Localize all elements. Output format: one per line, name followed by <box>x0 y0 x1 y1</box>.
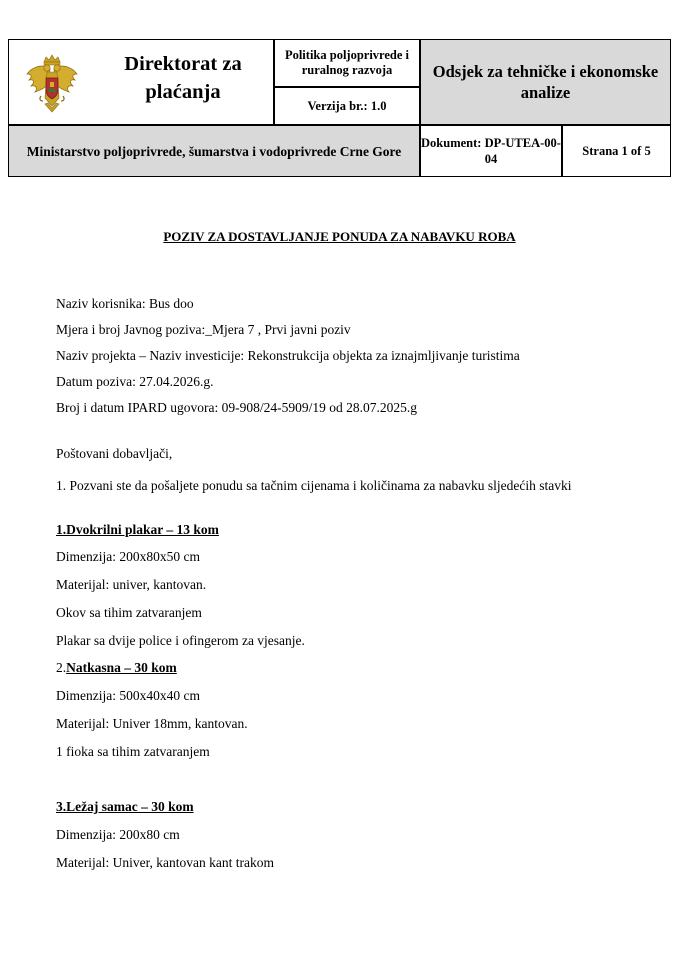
page-number-cell: Strana 1 of 5 <box>562 125 671 177</box>
item-heading: 3.Ležaj samac – 30 kom <box>56 799 194 814</box>
call-date: Datum poziva: 27.04.2026.g. <box>56 374 214 389</box>
item-line: 1 fioka sa tihim zatvaranjem <box>56 744 210 759</box>
item-line: Plakar sa dvije police i ofingerom za vjesanje. <box>56 633 305 648</box>
intro-paragraph: 1. Pozvani ste da pošaljete ponudu sa tačnim cijenama i količinama za nabavku sljedećih stavki <box>56 478 572 493</box>
item-heading <box>56 660 177 676</box>
item-line: Dimenzija: 200x80 cm <box>56 827 180 842</box>
measure-call: Mjera i broj Javnog poziva:_Mjera 7 , Prvi javni poziv <box>56 322 351 337</box>
org-title: Direktorat za plaćanja <box>124 53 242 103</box>
item-heading: 1.Dvokrilni plakar – 13 kom <box>56 522 219 537</box>
contract-number: Broj i datum IPARD ugovora: 09-908/24-5909/19 od 28.07.2025.g <box>56 400 417 415</box>
document-header <box>8 39 671 177</box>
project-name: Naziv projekta – Naziv investicije: Rekonstrukcija objekta za iznajmljivanje turistima <box>56 348 520 363</box>
item-line: Materijal: univer, kantovan. <box>56 577 207 592</box>
version-cell: Verzija br.: 1.0 <box>274 87 420 125</box>
department-cell: Odsjek za tehničke i ekonomske analize <box>420 39 671 125</box>
item-line: Dimenzija: 200x80x50 cm <box>56 549 200 564</box>
greeting: Poštovani dobavljači, <box>56 446 173 461</box>
coat-of-arms-icon <box>25 54 79 116</box>
document-number-cell: Dokument: DP-UTEA-00-04 <box>420 125 562 177</box>
item-line: Materijal: Univer 18mm, kantovan. <box>56 716 248 731</box>
document-title: POZIV ZA DOSTAVLJANJE PONUDA ZA NABAVKU ROBA <box>163 229 516 244</box>
ministry-cell: Ministarstvo poljoprivrede, šumarstva i vodoprivrede Crne Gore <box>8 125 420 177</box>
item-line: Dimenzija: 500x40x40 cm <box>56 688 200 703</box>
item-line: Materijal: Univer, kantovan kant trakom <box>56 855 275 870</box>
beneficiary-name: Naziv korisnika: Bus doo <box>56 296 194 311</box>
item-heading-text: Natkasna – 30 kom <box>66 660 177 675</box>
logo-cell <box>8 39 274 125</box>
item-line: Okov sa tihim zatvaranjem <box>56 605 202 620</box>
item-heading-number: 2. <box>56 660 67 675</box>
policy-cell: Politika poljoprivrede i ruralnog razvoja <box>274 39 420 87</box>
